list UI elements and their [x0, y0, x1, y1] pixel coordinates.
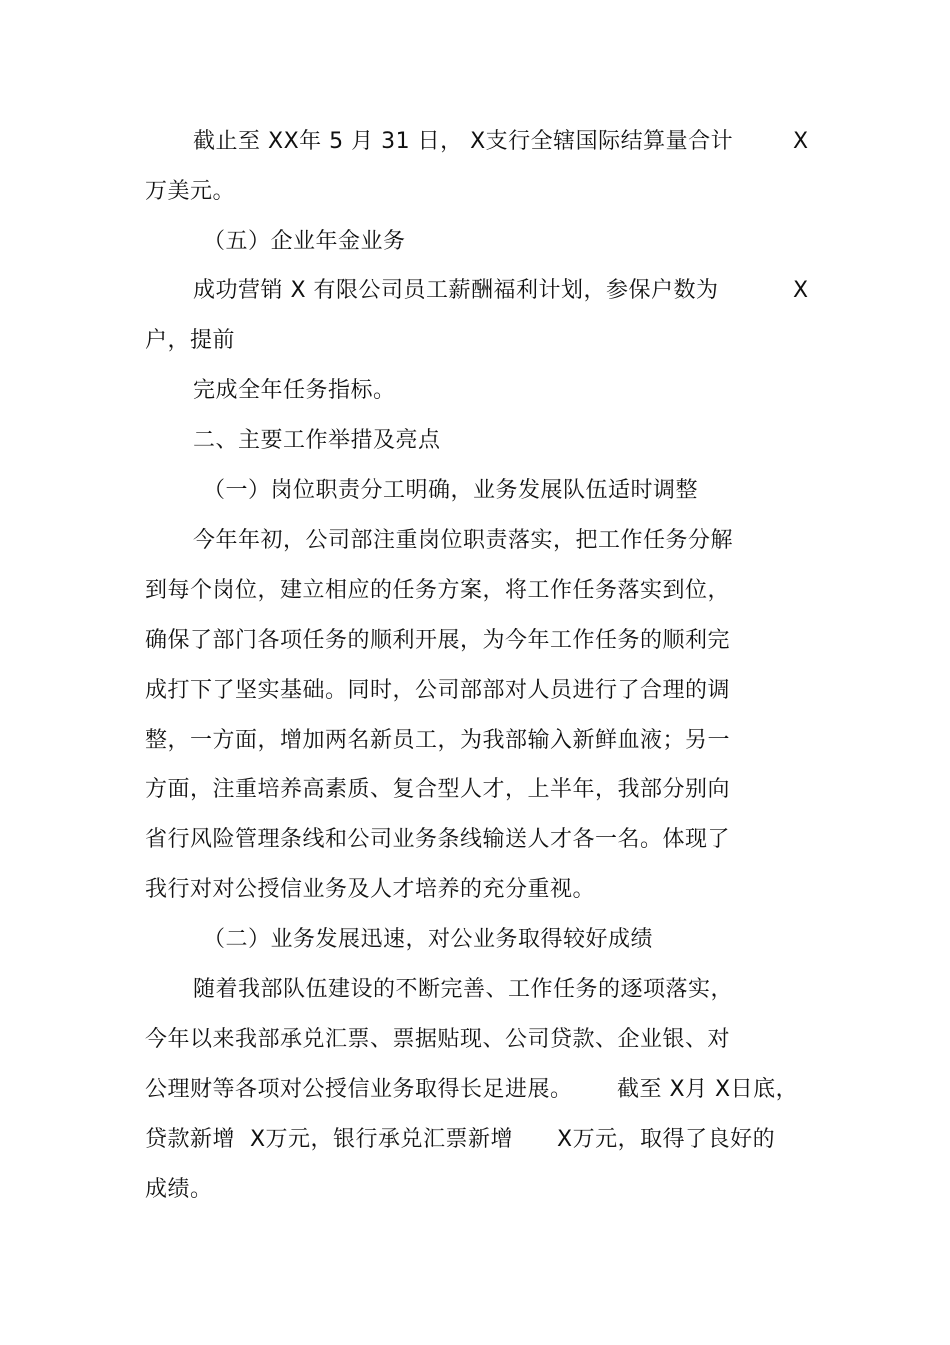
paragraph-line-3: 成功营销 X 有限公司员工薪酬福利计划，参保户数为 [193, 278, 719, 303]
paragraph-line-6: 今年年初，公司部注重岗位职责落实，把工作任务分解 [193, 528, 734, 553]
paragraph-line-16: 公理财等各项对公授信业务取得长足进展。 [145, 1077, 573, 1102]
paragraph-line-11: 方面，注重培养高素质、复合型人才，上半年，我部分别向 [145, 777, 731, 802]
paragraph-line-9: 成打下了坚实基础。同时，公司部部对人员进行了合理的调 [145, 678, 731, 703]
paragraph-line-2: 万美元。 [145, 179, 236, 204]
paragraph-line-13: 我行对对公授信业务及人才培养的充分重视。 [145, 877, 596, 902]
paragraph-line-10: 整，一方面，增加两名新员工，为我部输入新鲜血液；另一 [145, 728, 731, 753]
paragraph-line-8: 确保了部门各项任务的顺利开展，为今年工作任务的顺利完 [145, 628, 731, 653]
paragraph-line-1-tail: X [793, 129, 809, 154]
chapter-heading-2: 二、主要工作举措及亮点 [193, 428, 441, 453]
section-heading-1: （一）岗位职责分工明确，业务发展队伍适时调整 [203, 478, 699, 503]
paragraph-line-1: 截止至 XX年 5 月 31 日， X支行全辖国际结算量合计 [193, 129, 734, 154]
paragraph-line-4: 户，提前 [145, 328, 236, 353]
paragraph-line-17: 贷款新增 X万元，银行承兑汇票新增 [145, 1127, 514, 1152]
paragraph-line-12: 省行风险管理条线和公司业务条线输送人才各一名。体现了 [145, 827, 731, 852]
paragraph-line-3-tail: X [793, 278, 809, 303]
paragraph-line-14: 随着我部队伍建设的不断完善、工作任务的逐项落实， [193, 977, 734, 1002]
paragraph-line-7: 到每个岗位，建立相应的任务方案，将工作任务落实到位， [145, 578, 731, 603]
paragraph-line-16-tail: 截至 X月 X日底， [617, 1077, 799, 1102]
paragraph-line-5: 完成全年任务指标。 [193, 378, 396, 403]
paragraph-line-15: 今年以来我部承兑汇票、票据贴现、公司贷款、企业银、对 [145, 1027, 731, 1052]
section-heading-2: （二）业务发展迅速，对公业务取得较好成绩 [203, 927, 654, 952]
section-heading-5: （五）企业年金业务 [203, 229, 406, 254]
paragraph-line-17-tail: X万元，取得了良好的 [557, 1127, 776, 1152]
paragraph-line-18: 成绩。 [145, 1177, 213, 1202]
